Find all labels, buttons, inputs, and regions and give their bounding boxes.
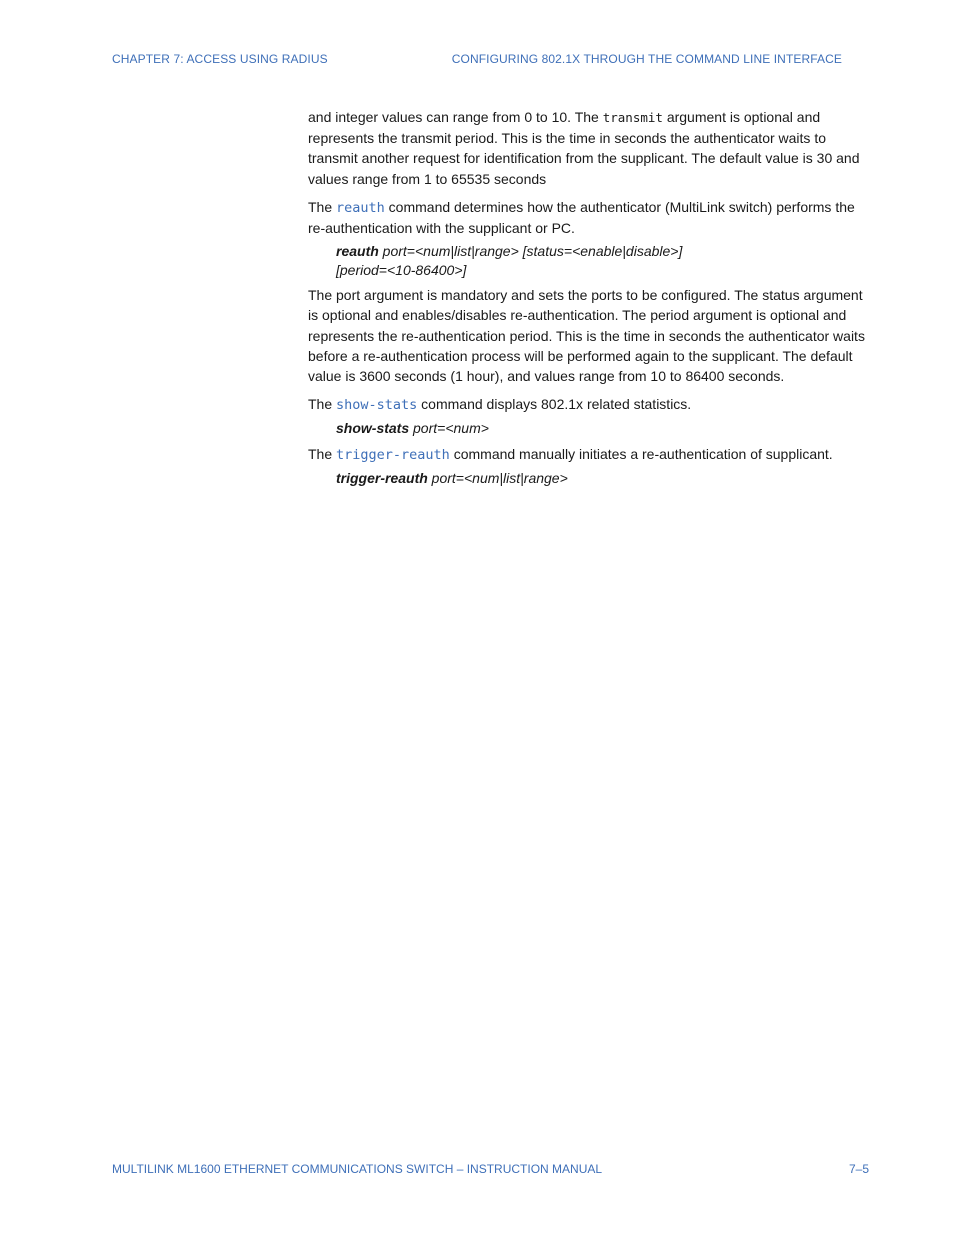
syntax-show-stats-command: show-stats — [336, 420, 410, 437]
footer-page-number: 7–5 — [848, 1162, 869, 1176]
command-show-stats: show-stats — [336, 397, 418, 414]
syntax-trigger-reauth: trigger-reauth port=<num|list|range> — [336, 470, 568, 487]
syntax-show-stats: show-stats port=<num> — [336, 420, 489, 437]
syntax-trigger-reauth-command: trigger-reauth — [336, 470, 428, 487]
paragraph-reauth: The reauth command determines how the authenticator (MultiLink switch) performs the re-authentication with the supplicant or PC. — [308, 198, 855, 237]
paragraph-port-argument: The port argument is mandatory and sets the ports to be configured. The status argument is optional and enables/disables re-authentication. The period argument is optional and represents the re-authentication period. This is the time in seconds the authenticator waits before a re-authentication process will be performed again to the supplicant. The default value is 3600 seconds (1 hour), and values range from 10 to 86400 seconds. — [308, 287, 865, 385]
footer-manual-title: MULTILINK ML1600 ETHERNET COMMUNICATIONS SWITCH – INSTRUCTION MANUAL — [112, 1162, 603, 1176]
paragraph-trigger-reauth: The trigger-reauth command manually initiates a re-authentication of supplicant. — [308, 445, 833, 463]
syntax-reauth-command: reauth — [336, 243, 379, 260]
paragraph-show-stats: The show-stats command displays 802.1x related statistics. — [308, 396, 692, 414]
code-transmit: transmit — [602, 110, 663, 125]
page-body — [308, 107, 870, 494]
running-header-chapter: CHAPTER 7: ACCESS USING RADIUS — [112, 52, 328, 66]
paragraph-transmit: and integer values can range from 0 to 10. The transmit argument is optional and represents the transmit period. This is the time in seconds the authenticator waits to transmit another request for identification from the supplicant. The default value is 30 and values range from 1 to 65535 seconds — [308, 109, 860, 187]
command-reauth: reauth — [336, 199, 385, 216]
syntax-reauth: reauth port=<num|list|range> [status=<enable|disable>] [period=<10-86400>] — [336, 243, 683, 278]
running-header-section: CONFIGURING 802.1X THROUGH THE COMMAND LINE INTERFACE — [451, 52, 842, 66]
command-trigger-reauth: trigger-reauth — [336, 446, 450, 463]
